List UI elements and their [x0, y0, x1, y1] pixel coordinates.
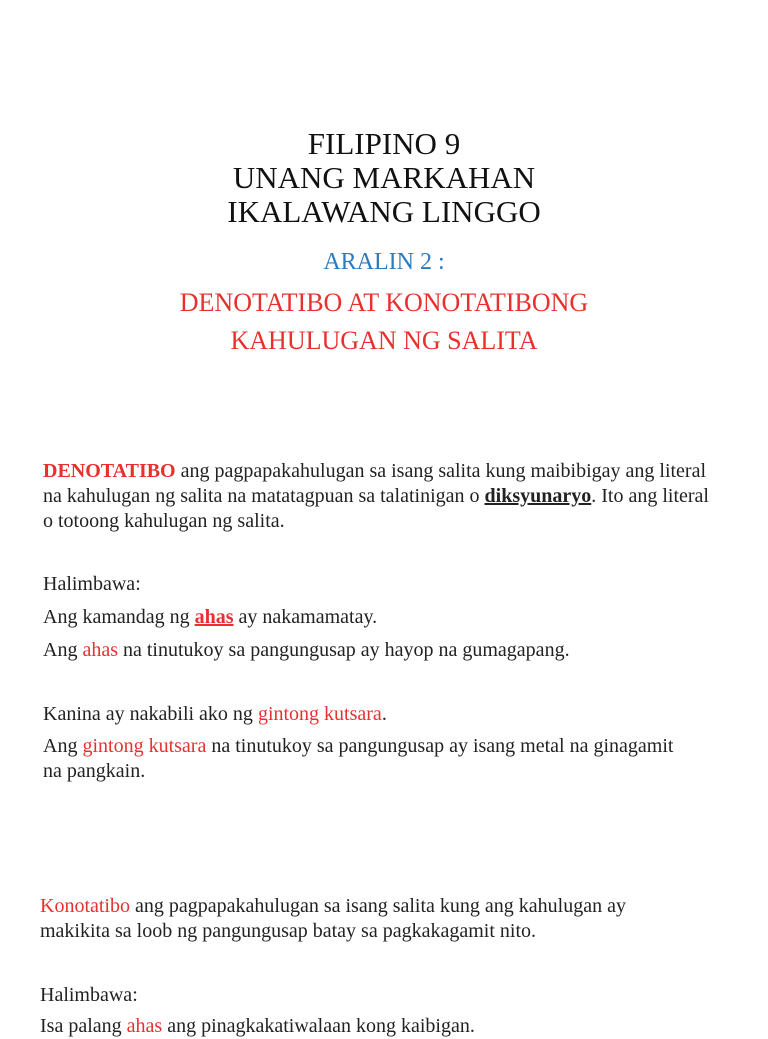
denotatibo-example-2 [43, 638, 570, 663]
konotatibo-term: Konotatibo [40, 895, 130, 917]
highlight-word: gintong kutsara [82, 735, 207, 757]
example-text: ay nakamamatay. [233, 606, 378, 628]
highlight-word: ahas [194, 606, 234, 628]
quarter-title: UNANG MARKAHAN [232, 160, 536, 195]
konotatibo-definition [40, 894, 700, 944]
denotatibo-definition [43, 459, 723, 534]
highlight-word: ahas [126, 1015, 163, 1037]
example-text: ang pinagkakatiwalaan kong kaibigan. [162, 1015, 475, 1037]
lesson-number: ARALIN 2 : [323, 249, 445, 275]
example-text: Ang kamandag ng [43, 606, 195, 628]
subject-title: FILIPINO 9 [307, 126, 461, 161]
denotatibo-example-3 [43, 702, 387, 727]
denotatibo-example-1 [43, 605, 377, 630]
example-text: Ang [43, 639, 83, 661]
konotatibo-example-label: Halimbawa: [40, 984, 138, 1006]
example-text: Isa palang [40, 1015, 127, 1037]
highlight-word: gintong kutsara [257, 703, 382, 725]
konotatibo-example-1 [40, 1014, 475, 1039]
example-text: Kanina ay nakabili ako ng [43, 703, 258, 725]
denotatibo-term: DENOTATIBO [43, 460, 176, 482]
konotatibo-def: ang pagpapakahulugan sa isang salita kung ang kahulugan ay makikita sa loob ng pangungusap batay sa pagkakagamit nito. [40, 895, 626, 942]
lesson-topic-line2: KAHULUGAN NG SALITA [230, 326, 538, 355]
example-text: . [381, 703, 387, 725]
highlight-word: ahas [82, 639, 118, 661]
denotatibo-def-part1: ang pagpapakahulugan sa isang salita kung maibibigay ang literal na kahulugan ng salita na matatagpuan sa talatinigan o [43, 460, 707, 507]
denotatibo-example-4 [43, 734, 683, 784]
week-title: IKALAWANG LINGGO [227, 194, 541, 229]
example-text: na tinutukoy sa pangungusap ay hayop na gumagapang. [118, 639, 570, 661]
example-text: na tinutukoy sa pangungusap ay isang metal na ginagamit na pangkain. [43, 735, 674, 782]
denotatibo-def-part2: . Ito ang literal o totoong kahulugan ng salita. [43, 485, 709, 532]
example-text: Ang [43, 735, 83, 757]
diksyunaryo-keyword: diksyunaryo [484, 485, 592, 507]
lesson-topic-line1: DENOTATIBO AT KONOTATIBONG [179, 288, 589, 317]
denotatibo-example-label: Halimbawa: [43, 573, 141, 595]
